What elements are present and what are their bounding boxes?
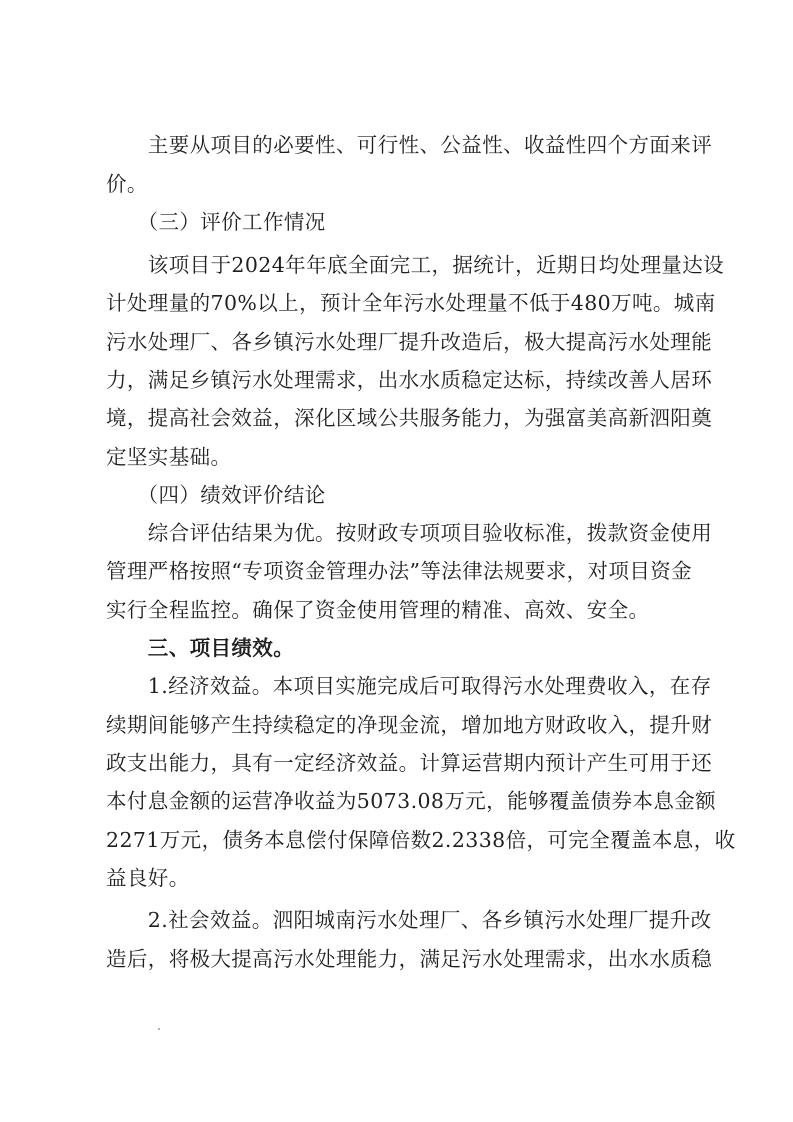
paragraph-line: 造后，将极大提高污水处理能力，满足污水处理需求，出水水质稳 — [106, 947, 713, 971]
scan-speck — [158, 1028, 160, 1030]
paragraph-line: 污水处理厂、各乡镇污水处理厂提升改造后，极大提高污水处理能 — [106, 330, 713, 354]
paragraph-line: 价。 — [106, 172, 148, 196]
section-heading-performance-conclusion: （四）绩效评价结论 — [106, 483, 326, 507]
paragraph-line: 益良好。 — [106, 866, 190, 890]
paragraph-line: 定坚实基础。 — [106, 445, 232, 469]
paragraph-line: 管理严格按照“专项资金管理办法”等法律法规要求，对项目资金 — [106, 559, 693, 583]
paragraph-line: 实行全程监控。确保了资金使用管理的精准、高效、安全。 — [106, 598, 650, 622]
paragraph-line: 计处理量的70%以上，预计全年污水处理量不低于480万吨。城南 — [106, 291, 716, 315]
paragraph-line: 本付息金额的运营净收益为5073.08万元，能够覆盖债券本息金额 — [106, 789, 717, 813]
paragraph-line: 该项目于2024年年底全面完工，据统计，近期日均处理量达设 — [106, 253, 725, 277]
section-heading-evaluation-work: （三）评价工作情况 — [106, 210, 326, 234]
paragraph-line: 1.经济效益。本项目实施完成后可取得污水处理费收入，在存 — [106, 674, 712, 698]
paragraph-line: 续期间能够产生持续稳定的净现金流，增加地方财政收入，提升财 — [106, 713, 713, 737]
paragraph-line: 境，提高社会效益，深化区域公共服务能力，为强富美高新泗阳奠 — [106, 406, 713, 430]
paragraph-line: 2.社会效益。泗阳城南污水处理厂、各乡镇污水处理厂提升改 — [106, 908, 712, 932]
paragraph-line: 政支出能力，具有一定经济效益。计算运营期内预计产生可用于还 — [106, 751, 713, 775]
paragraph-line: 主要从项目的必要性、可行性、公益性、收益性四个方面来评 — [106, 133, 713, 157]
paragraph-line: 综合评估结果为优。按财政专项项目验收标准，拨款资金使用 — [106, 521, 713, 545]
paragraph-line: 2271万元，债务本息偿付保障倍数2.2338倍，可完全覆盖本息，收 — [106, 828, 736, 852]
paragraph-line: 力，满足乡镇污水处理需求，出水水质稳定达标，持续改善人居环 — [106, 368, 713, 392]
section-heading-project-performance: 三、项目绩效。 — [106, 636, 295, 660]
